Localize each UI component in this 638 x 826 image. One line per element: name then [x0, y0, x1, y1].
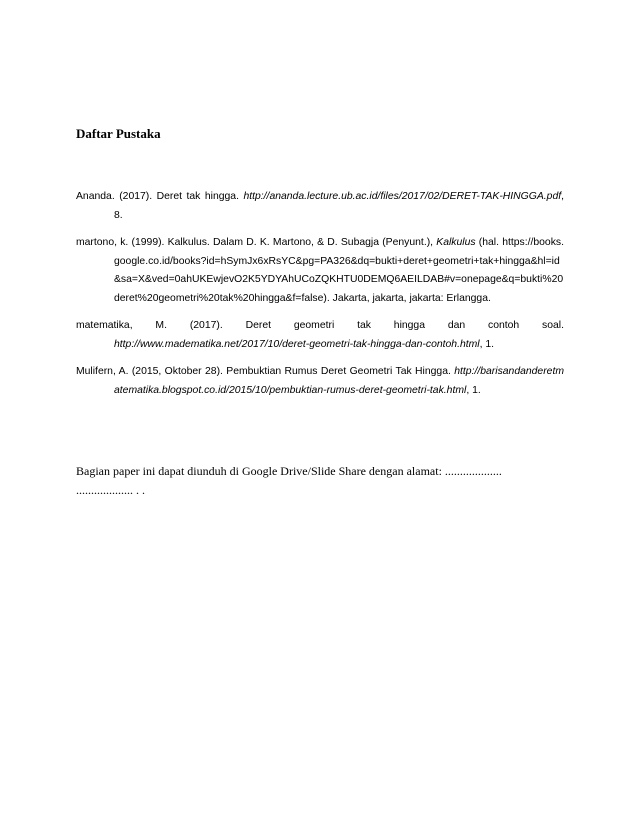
reference-item: [76, 188, 564, 225]
reference-italic: http://barisandanderetmatematika.blogspot.co.id/2015/10/pembuktian-rumus-deret-geometri-tak.html: [114, 366, 564, 396]
download-note: [76, 462, 564, 500]
reference-italic: Kalkulus: [436, 237, 476, 248]
download-note-line: ................... . .: [76, 483, 145, 497]
reference-text: matematika, M. (2017). Deret geometri tak hingga dan contoh soal.: [76, 320, 564, 331]
reference-text: martono, k. (1999). Kalkulus. Dalam D. K. Martono, & D. Subagja (Penyunt.),: [76, 237, 437, 248]
reference-item: [76, 317, 564, 354]
reference-text: Ananda. (2017). Deret tak hingga.: [76, 191, 244, 202]
reference-tail: , 1.: [479, 338, 495, 350]
reference-list: [76, 188, 564, 409]
reference-tail: , 8.: [114, 191, 564, 221]
download-note-line: Bagian paper ini dapat diunduh di Google Drive/Slide Share dengan alamat: ...................: [76, 464, 502, 478]
reference-italic: http://ananda.lecture.ub.ac.id/files/2017/02/DERET-TAK-HINGGA.pdf: [243, 191, 562, 202]
reference-italic: http://www.madematika.net/2017/10/deret-geometri-tak-hingga-dan-contoh.html: [114, 338, 480, 350]
reference-item: [76, 363, 564, 400]
page-title: Daftar Pustaka: [76, 126, 161, 141]
reference-tail: (hal. https://books.google.co.id/books?id=hSymJx6xRsYC&pg=PA326&dq=bukti+deret+geometri+tak+hingga&hl=id&sa=X&ved=0ahUKEwjevO2K5YDYAhUCoZQKHTU0DEMQ6AEILDAB#v=onepage&q=bukti%20deret%20geometri%20tak%20hingga&f=false). Jakarta, jakarta, jakarta: Erlangga.: [114, 237, 564, 304]
reference-tail: , 1.: [466, 384, 481, 396]
reference-text: Mulifern, A. (2015, Oktober 28). Pembuktian Rumus Deret Geometri Tak Hingga.: [76, 366, 455, 377]
reference-item: [76, 234, 564, 308]
